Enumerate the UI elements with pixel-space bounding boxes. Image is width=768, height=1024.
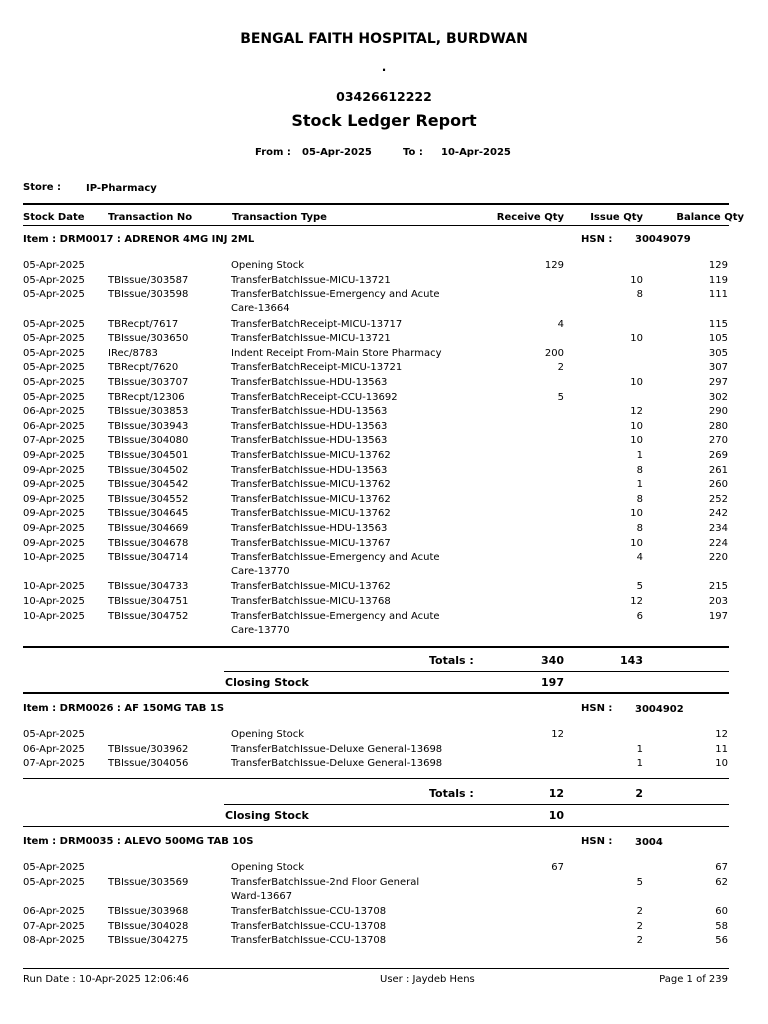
transaction-no-cell: TBIssue/303943	[108, 420, 189, 432]
stock-date-cell: 06-Apr-2025	[23, 743, 85, 755]
closing-label: Closing Stock	[225, 676, 309, 689]
stock-date-cell: 05-Apr-2025	[23, 274, 85, 286]
closing-rule	[224, 671, 729, 672]
totals-label: Totals :	[429, 654, 474, 667]
transaction-type-cell: TransferBatchIssue-HDU-13563	[231, 435, 388, 447]
balance-qty-cell: 105	[708, 333, 728, 345]
transaction-no-cell: TBRecpt/12306	[108, 391, 185, 403]
hsn-label: HSN :	[581, 703, 613, 714]
receive-qty-cell: 67	[551, 862, 564, 873]
transaction-type-cell: TransferBatchIssue-Emergency and Acute	[231, 610, 440, 622]
table-row	[0, 494, 768, 508]
issue-qty-cell: 10	[630, 537, 643, 549]
receive-qty-cell: 4	[557, 318, 564, 330]
transaction-no-cell: TBIssue/304751	[108, 596, 189, 607]
issue-qty-cell: 8	[636, 493, 643, 505]
table-row	[0, 862, 768, 876]
from-date: 05-Apr-2025	[302, 147, 372, 158]
balance-qty-cell: 10	[715, 758, 728, 770]
footer-rule	[23, 968, 729, 969]
transaction-no-cell: TBIssue/304733	[108, 581, 189, 593]
transaction-type-cell: TransferBatchReceipt-MICU-13717	[231, 318, 403, 330]
table-row	[0, 596, 768, 610]
totals-rule	[23, 646, 729, 648]
balance-qty-cell: 224	[708, 537, 728, 549]
stock-date-cell: 06-Apr-2025	[23, 905, 85, 917]
stock-date-cell: 05-Apr-2025	[23, 391, 85, 403]
from-label: From :	[255, 147, 291, 158]
table-row	[0, 435, 768, 449]
col-receive-qty: Receive Qty	[496, 212, 564, 223]
transaction-type-cell: TransferBatchIssue-MICU-13721	[231, 274, 391, 286]
transaction-type-continued: Ward-13667	[231, 890, 293, 902]
transaction-type-cell: TransferBatchIssue-MICU-13762	[231, 493, 391, 505]
table-row	[0, 275, 768, 289]
table-row	[0, 260, 768, 274]
transaction-type-cell: Opening Stock	[231, 862, 305, 873]
transaction-no-cell: TBIssue/304542	[108, 479, 189, 491]
table-row	[0, 362, 768, 376]
totals-label: Totals :	[429, 787, 474, 800]
transaction-type-cell: TransferBatchIssue-CCU-13708	[231, 905, 387, 917]
issue-qty-cell: 4	[636, 552, 643, 564]
header-dot: .	[381, 60, 387, 74]
transaction-no-cell: TBIssue/303707	[108, 376, 189, 388]
transaction-no-cell: TBIssue/303569	[108, 876, 189, 888]
stock-date-cell: 05-Apr-2025	[23, 376, 85, 388]
balance-qty-cell: 297	[708, 376, 728, 388]
transaction-no-cell: TBRecpt/7620	[108, 362, 179, 374]
transaction-no-cell: TBIssue/304645	[108, 508, 189, 520]
item-title: Item : DRM0017 : ADRENOR 4MG INJ 2ML	[23, 234, 255, 245]
balance-qty-cell: 67	[715, 862, 728, 873]
issue-qty-cell: 6	[636, 610, 643, 622]
col-transaction-no: Transaction No	[108, 212, 193, 223]
stock-date-cell: 05-Apr-2025	[23, 876, 85, 888]
transaction-type-cell: TransferBatchIssue-HDU-13563	[231, 376, 388, 388]
transaction-type-cell: TransferBatchIssue-MICU-13762	[231, 508, 391, 520]
page-number: Page 1 of 239	[659, 974, 728, 985]
item-end-rule	[23, 826, 729, 827]
table-row	[0, 552, 768, 578]
stock-date-cell: 05-Apr-2025	[23, 862, 85, 873]
balance-qty-cell: 119	[708, 274, 728, 286]
transaction-type-continued: Care-13770	[231, 624, 290, 636]
table-row	[0, 744, 768, 758]
run-date: Run Date : 10-Apr-2025 12:06:46	[23, 974, 189, 985]
balance-qty-cell: 11	[715, 743, 728, 755]
table-row	[0, 935, 768, 949]
table-row	[0, 906, 768, 920]
to-label: To :	[403, 147, 423, 158]
header-top-rule	[23, 203, 729, 205]
table-row	[0, 348, 768, 362]
balance-qty-cell: 220	[708, 552, 728, 564]
transaction-no-cell: TBIssue/304028	[108, 920, 189, 932]
store-value: IP-Pharmacy	[86, 183, 157, 194]
stock-date-cell: 07-Apr-2025	[23, 435, 85, 447]
transaction-type-cell: TransferBatchReceipt-CCU-13692	[231, 391, 398, 403]
col-stock-date: Stock Date	[23, 212, 85, 223]
stock-date-cell: 09-Apr-2025	[23, 508, 85, 520]
table-row	[0, 758, 768, 772]
transaction-no-cell: TBIssue/303962	[108, 743, 189, 755]
stock-date-cell: 10-Apr-2025	[23, 581, 85, 593]
balance-qty-cell: 115	[708, 318, 728, 330]
issue-qty-cell: 10	[630, 508, 643, 520]
stock-date-cell: 09-Apr-2025	[23, 537, 85, 549]
table-row	[0, 523, 768, 537]
hsn-value: 3004	[635, 837, 663, 848]
total-issue: 2	[635, 787, 643, 800]
issue-qty-cell: 1	[636, 758, 643, 770]
stock-date-cell: 07-Apr-2025	[23, 758, 85, 770]
balance-qty-cell: 203	[708, 596, 728, 607]
balance-qty-cell: 197	[708, 610, 728, 622]
transaction-no-cell: TBIssue/304080	[108, 435, 189, 447]
to-date: 10-Apr-2025	[441, 147, 511, 158]
transaction-no-cell: TBIssue/304552	[108, 493, 189, 505]
receive-qty-cell: 129	[544, 260, 564, 271]
table-row	[0, 377, 768, 391]
table-row	[0, 479, 768, 493]
stock-date-cell: 05-Apr-2025	[23, 289, 85, 301]
stock-date-cell: 10-Apr-2025	[23, 610, 85, 622]
balance-qty-cell: 269	[708, 449, 728, 461]
table-row	[0, 508, 768, 522]
hsn-label: HSN :	[581, 234, 613, 245]
transaction-type-cell: TransferBatchIssue-HDU-13563	[231, 522, 388, 534]
stock-date-cell: 10-Apr-2025	[23, 552, 85, 564]
hospital-phone: 03426612222	[336, 89, 432, 104]
issue-qty-cell: 12	[630, 406, 643, 418]
hsn-value: 3004902	[635, 704, 684, 715]
transaction-no-cell: TBIssue/304502	[108, 464, 189, 476]
transaction-no-cell: TBIssue/303853	[108, 406, 189, 418]
balance-qty-cell: 261	[708, 464, 728, 476]
transaction-no-cell: TBIssue/304669	[108, 522, 189, 534]
table-row	[0, 610, 768, 636]
closing-value: 10	[548, 809, 564, 822]
issue-qty-cell: 5	[636, 581, 643, 593]
table-row	[0, 729, 768, 743]
issue-qty-cell: 1	[636, 449, 643, 461]
balance-qty-cell: 58	[715, 920, 728, 932]
balance-qty-cell: 280	[708, 420, 728, 432]
user-name: User : Jaydeb Hens	[380, 974, 475, 985]
transaction-no-cell: TBIssue/304678	[108, 537, 189, 549]
total-receive: 340	[541, 654, 564, 667]
transaction-no-cell: TBIssue/304752	[108, 610, 189, 622]
stock-date-cell: 05-Apr-2025	[23, 347, 85, 359]
issue-qty-cell: 2	[636, 935, 643, 947]
transaction-type-cell: TransferBatchIssue-2nd Floor General	[231, 876, 420, 888]
transaction-type-cell: TransferBatchIssue-MICU-13762	[231, 479, 391, 491]
table-row	[0, 319, 768, 333]
table-row	[0, 406, 768, 420]
report-title: Stock Ledger Report	[291, 111, 477, 130]
issue-qty-cell: 10	[630, 333, 643, 345]
stock-date-cell: 09-Apr-2025	[23, 449, 85, 461]
table-row	[0, 921, 768, 935]
transaction-type-cell: Opening Stock	[231, 260, 305, 271]
transaction-type-cell: TransferBatchIssue-HDU-13563	[231, 420, 388, 432]
transaction-no-cell: TBIssue/303587	[108, 274, 189, 286]
item-end-rule	[23, 692, 729, 694]
store-label: Store :	[23, 182, 62, 193]
issue-qty-cell: 1	[636, 479, 643, 491]
table-row	[0, 450, 768, 464]
balance-qty-cell: 129	[708, 260, 728, 271]
balance-qty-cell: 252	[708, 493, 728, 505]
transaction-type-cell: Indent Receipt From-Main Store Pharmacy	[231, 347, 442, 359]
issue-qty-cell: 8	[636, 289, 643, 301]
transaction-type-continued: Care-13770	[231, 566, 290, 578]
balance-qty-cell: 234	[708, 522, 728, 534]
balance-qty-cell: 260	[708, 479, 728, 491]
totals-rule	[23, 778, 729, 779]
balance-qty-cell: 307	[708, 362, 728, 374]
hsn-label: HSN :	[581, 836, 613, 847]
receive-qty-cell: 200	[544, 347, 564, 359]
balance-qty-cell: 56	[715, 935, 728, 947]
transaction-no-cell: TBIssue/303968	[108, 905, 189, 917]
receive-qty-cell: 5	[557, 391, 564, 403]
hospital-name: BENGAL FAITH HOSPITAL, BURDWAN	[240, 31, 528, 47]
transaction-type-continued: Care-13664	[231, 303, 290, 315]
stock-date-cell: 09-Apr-2025	[23, 493, 85, 505]
stock-date-cell: 06-Apr-2025	[23, 406, 85, 418]
col-issue-qty: Issue Qty	[590, 212, 643, 223]
table-row	[0, 289, 768, 315]
transaction-type-cell: TransferBatchReceipt-MICU-13721	[231, 362, 403, 374]
stock-date-cell: 09-Apr-2025	[23, 522, 85, 534]
stock-date-cell: 05-Apr-2025	[23, 729, 85, 740]
transaction-type-cell: TransferBatchIssue-HDU-13563	[231, 464, 388, 476]
transaction-no-cell: TBRecpt/7617	[108, 318, 179, 330]
item-title: Item : DRM0026 : AF 150MG TAB 1S	[23, 703, 225, 714]
transaction-type-cell: TransferBatchIssue-MICU-13762	[231, 581, 391, 593]
transaction-type-cell: TransferBatchIssue-CCU-13708	[231, 935, 387, 947]
closing-label: Closing Stock	[225, 809, 309, 822]
table-row	[0, 333, 768, 347]
stock-date-cell: 05-Apr-2025	[23, 333, 85, 345]
transaction-type-cell: TransferBatchIssue-CCU-13708	[231, 920, 387, 932]
issue-qty-cell: 10	[630, 376, 643, 388]
stock-date-cell: 10-Apr-2025	[23, 596, 85, 607]
table-row	[0, 392, 768, 406]
issue-qty-cell: 2	[636, 920, 643, 932]
closing-rule	[224, 804, 729, 805]
table-row	[0, 876, 768, 902]
issue-qty-cell: 10	[630, 274, 643, 286]
transaction-type-cell: TransferBatchIssue-MICU-13721	[231, 333, 391, 345]
col-balance-qty: Balance Qty	[676, 212, 744, 223]
transaction-no-cell: TBIssue/304056	[108, 758, 189, 770]
transaction-type-cell: TransferBatchIssue-MICU-13762	[231, 449, 391, 461]
stock-date-cell: 09-Apr-2025	[23, 464, 85, 476]
stock-date-cell: 05-Apr-2025	[23, 260, 85, 271]
transaction-no-cell: TBIssue/304501	[108, 449, 189, 461]
issue-qty-cell: 1	[636, 743, 643, 755]
hsn-value: 30049079	[635, 234, 691, 245]
stock-date-cell: 06-Apr-2025	[23, 420, 85, 432]
table-row	[0, 581, 768, 595]
balance-qty-cell: 290	[708, 406, 728, 418]
transaction-type-cell: TransferBatchIssue-HDU-13563	[231, 406, 388, 418]
receive-qty-cell: 12	[551, 729, 564, 740]
stock-date-cell: 07-Apr-2025	[23, 920, 85, 932]
transaction-type-cell: TransferBatchIssue-MICU-13768	[231, 596, 391, 607]
table-row	[0, 465, 768, 479]
receive-qty-cell: 2	[557, 362, 564, 374]
balance-qty-cell: 302	[708, 391, 728, 403]
transaction-no-cell: TBIssue/303650	[108, 333, 189, 345]
table-row	[0, 538, 768, 552]
stock-date-cell: 05-Apr-2025	[23, 362, 85, 374]
issue-qty-cell: 12	[630, 596, 643, 607]
transaction-type-cell: TransferBatchIssue-Deluxe General-13698	[231, 758, 443, 770]
issue-qty-cell: 2	[636, 905, 643, 917]
stock-date-cell: 09-Apr-2025	[23, 479, 85, 491]
issue-qty-cell: 5	[636, 876, 643, 888]
transaction-type-cell: Opening Stock	[231, 729, 305, 740]
transaction-no-cell: TBIssue/303598	[108, 289, 189, 301]
balance-qty-cell: 242	[708, 508, 728, 520]
transaction-type-cell: TransferBatchIssue-Deluxe General-13698	[231, 743, 443, 755]
issue-qty-cell: 8	[636, 522, 643, 534]
stock-date-cell: 08-Apr-2025	[23, 935, 85, 947]
issue-qty-cell: 10	[630, 435, 643, 447]
closing-value: 197	[541, 676, 564, 689]
header-bottom-rule	[23, 225, 729, 226]
balance-qty-cell: 215	[708, 581, 728, 593]
issue-qty-cell: 8	[636, 464, 643, 476]
transaction-type-cell: TransferBatchIssue-Emergency and Acute	[231, 289, 440, 301]
transaction-no-cell: IRec/8783	[108, 347, 158, 359]
total-receive: 12	[548, 787, 564, 800]
balance-qty-cell: 62	[715, 876, 728, 888]
transaction-no-cell: TBIssue/304714	[108, 552, 189, 564]
issue-qty-cell: 10	[630, 420, 643, 432]
balance-qty-cell: 12	[715, 729, 728, 740]
balance-qty-cell: 305	[708, 347, 728, 359]
table-row	[0, 421, 768, 435]
item-title: Item : DRM0035 : ALEVO 500MG TAB 10S	[23, 836, 254, 847]
col-transaction-type: Transaction Type	[232, 212, 327, 223]
transaction-type-cell: TransferBatchIssue-Emergency and Acute	[231, 552, 440, 564]
balance-qty-cell: 270	[708, 435, 728, 447]
balance-qty-cell: 60	[715, 905, 728, 917]
total-issue: 143	[620, 654, 643, 667]
stock-date-cell: 05-Apr-2025	[23, 318, 85, 330]
transaction-type-cell: TransferBatchIssue-MICU-13767	[231, 537, 391, 549]
transaction-no-cell: TBIssue/304275	[108, 935, 189, 947]
balance-qty-cell: 111	[708, 289, 728, 301]
